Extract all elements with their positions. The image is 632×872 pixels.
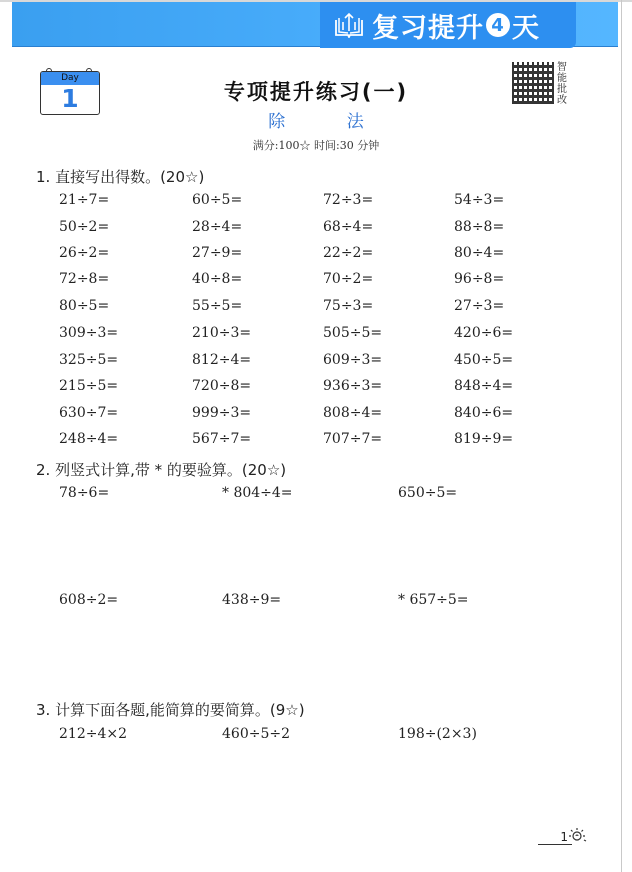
problem-item: 609÷3= <box>323 352 383 368</box>
problem-item: 21÷7= <box>59 192 110 208</box>
problem-row <box>0 726 632 746</box>
section-3-heading: 3. 计算下面各题,能简算的要简算。(9☆) <box>36 701 305 719</box>
problem-item: 40÷8= <box>192 271 243 287</box>
problem-item: 72÷3= <box>323 192 374 208</box>
problem-row <box>0 485 632 505</box>
problem-item: 26÷2= <box>59 245 110 261</box>
problem-item: 54÷3= <box>454 192 505 208</box>
problem-item: 27÷9= <box>192 245 243 261</box>
banner-title <box>372 6 540 45</box>
banner-day-count: 4 <box>486 13 510 37</box>
problem-item: 75÷3= <box>323 298 374 314</box>
problem-item: 325÷5= <box>59 352 119 368</box>
problem-item: 450÷5= <box>454 352 514 368</box>
problem-item: 460÷5÷2 <box>222 726 290 742</box>
qr-code-icon[interactable] <box>512 62 554 104</box>
problem-item: 567÷7= <box>192 431 252 447</box>
problem-item: 68÷4= <box>323 219 374 235</box>
book-icon <box>334 12 364 38</box>
problem-row <box>0 298 632 318</box>
problem-item: 88÷8= <box>454 219 505 235</box>
problem-row <box>0 271 632 291</box>
problem-item: 212÷4×2 <box>59 726 127 742</box>
problem-row <box>0 245 632 265</box>
problem-item: 198÷(2×3) <box>398 726 477 742</box>
problem-item: 80÷5= <box>59 298 110 314</box>
problem-item: 999÷3= <box>192 405 252 421</box>
section-2-heading: 2. 列竖式计算,带 * 的要验算。(20☆) <box>36 461 287 479</box>
problem-item: 840÷6= <box>454 405 514 421</box>
problem-row <box>0 192 632 212</box>
problem-item: 720÷8= <box>192 378 252 394</box>
problem-item: 936÷3= <box>323 378 383 394</box>
problem-item: 248÷4= <box>59 431 119 447</box>
problem-item: 438÷9= <box>222 592 282 608</box>
problem-row <box>0 325 632 345</box>
problem-item: 812÷4= <box>192 352 252 368</box>
problem-row <box>0 592 632 612</box>
problem-row <box>0 378 632 398</box>
problem-item: 608÷2= <box>59 592 119 608</box>
problem-item: 72÷8= <box>59 271 110 287</box>
problem-row <box>0 405 632 425</box>
banner-title-suffix: 天 <box>512 12 540 44</box>
banner-title-text: 复习提升 <box>372 12 484 44</box>
page-title: 专项提升练习(一) <box>223 80 409 104</box>
problem-item: 505÷5= <box>323 325 383 341</box>
sun-icon <box>568 826 588 844</box>
problem-item: 210÷3= <box>192 325 252 341</box>
problem-item: 309÷3= <box>59 325 119 341</box>
problem-item: 80÷4= <box>454 245 505 261</box>
problem-item: 215÷5= <box>59 378 119 394</box>
problem-item: 70÷2= <box>323 271 374 287</box>
problem-row <box>0 431 632 451</box>
problem-item: 707÷7= <box>323 431 383 447</box>
banner-title-tab <box>320 2 576 48</box>
problem-item: 78÷6= <box>59 485 110 501</box>
day-number: 1 <box>61 84 79 113</box>
problem-item: * 657÷5= <box>398 592 469 608</box>
day-label: Day <box>41 72 99 85</box>
score-time-info: 满分:100☆ 时间:30 分钟 <box>252 139 380 152</box>
problem-item: 848÷4= <box>454 378 514 394</box>
problem-item: * 804÷4= <box>222 485 293 501</box>
problem-item: 630÷7= <box>59 405 119 421</box>
problem-item: 420÷6= <box>454 325 514 341</box>
problem-item: 28÷4= <box>192 219 243 235</box>
problem-item: 96÷8= <box>454 271 505 287</box>
qr-label: 智能批改 <box>557 62 567 106</box>
problem-row <box>0 352 632 372</box>
problem-row <box>0 219 632 239</box>
problem-item: 650÷5= <box>398 485 458 501</box>
page-number: 1 <box>538 830 572 845</box>
page-subtitle: 除 法 <box>268 112 392 132</box>
problem-item: 22÷2= <box>323 245 374 261</box>
problem-item: 55÷5= <box>192 298 243 314</box>
problem-item: 808÷4= <box>323 405 383 421</box>
problem-item: 27÷3= <box>454 298 505 314</box>
section-1-heading: 1. 直接写出得数。(20☆) <box>36 168 205 186</box>
problem-item: 819÷9= <box>454 431 514 447</box>
problem-item: 60÷5= <box>192 192 243 208</box>
problem-item: 50÷2= <box>59 219 110 235</box>
